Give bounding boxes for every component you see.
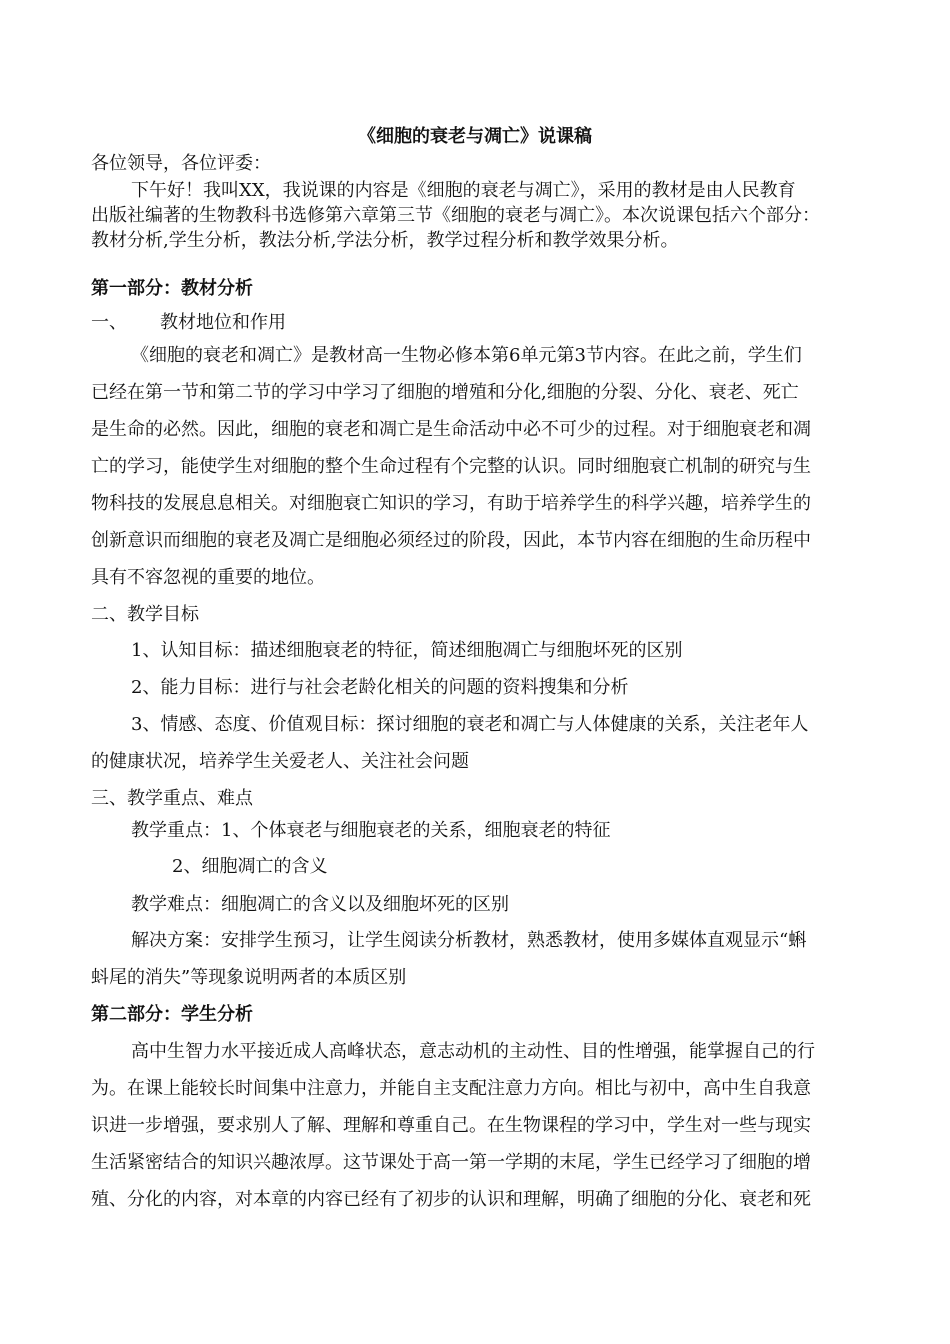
part2-line-2: 为。在课上能较长时间集中注意力，并能自主支配注意力方向。相比与初中，高中生自我意 [91,1078,811,1099]
para1-line-2: 已经在第一节和第二节的学习中学习了细胞的增殖和分化,细胞的分裂、分化、衰老、死亡 [91,382,799,403]
goal-3-line-1: 3、情感、态度、价值观目标：探讨细胞的衰老和凋亡与人体健康的关系，关注老年人 [131,714,809,735]
part1-heading: 第一部分：教材分析 [91,278,253,299]
key-point-2: 2、细胞凋亡的含义 [172,856,328,877]
document-title: 《细胞的衰老与凋亡》说课稿 [358,126,592,147]
goal-2: 2、能力目标：进行与社会老龄化相关的问题的资料搜集和分析 [131,677,629,698]
goal-3-line-2: 的健康状况，培养学生关爱老人、关注社会问题 [91,751,469,772]
difficulty: 教学难点：细胞凋亡的含义以及细胞坏死的区别 [131,894,509,915]
part2-heading: 第二部分：学生分析 [91,1004,253,1025]
key-point-1: 教学重点：1、个体衰老与细胞衰老的关系，细胞衰老的特征 [131,820,611,841]
para1-line-1: 《细胞的衰老和凋亡》是教材高一生物必修本第6单元第3节内容。在此之前，学生们 [131,345,802,366]
para1-line-5: 物科技的发展息息相关。对细胞衰亡知识的学习，有助于培养学生的科学兴趣，培养学生的 [91,493,811,514]
intro-line-2: 出版社编著的生物教科书选修第六章第三节《细胞的衰老与凋亡》。本次说课包括六个部分： [91,205,820,226]
para1-line-6: 创新意识而细胞的衰老及凋亡是细胞必须经过的阶段，因此，本节内容在细胞的生命历程中 [91,530,811,551]
intro-line-1: 下午好！我叫XX，我说课的内容是《细胞的衰老与凋亡》，采用的教材是由人民教育 [131,180,796,201]
part2-line-3: 识进一步增强，要求别人了解、理解和尊重自己。在生物课程的学习中，学生对一些与现实 [91,1115,811,1136]
part2-line-1: 高中生智力水平接近成人高峰状态，意志动机的主动性、目的性增强，能掌握自己的行 [131,1041,815,1062]
greeting: 各位领导，各位评委： [91,153,271,174]
intro-line-3: 教材分析,学生分析，教法分析,学法分析，教学过程分析和教学效果分析。 [91,230,679,251]
para1-line-3: 是生命的必然。因此，细胞的衰老和凋亡是生命活动中必不可少的过程。对于细胞衰老和凋 [91,419,811,440]
section1-number: 一、 [91,312,127,333]
part2-line-5: 殖、分化的内容，对本章的内容已经有了初步的认识和理解，明确了细胞的分化、衰老和死 [91,1189,811,1210]
goal-1: 1、认知目标：描述细胞衰老的特征，简述细胞凋亡与细胞坏死的区别 [131,640,683,661]
section3-heading: 三、教学重点、难点 [91,788,253,809]
part2-line-4: 生活紧密结合的知识兴趣浓厚。这节课处于高一第一学期的末尾，学生已经学习了细胞的增 [91,1152,811,1173]
section1-title: 教材地位和作用 [160,312,286,333]
section2-heading: 二、教学目标 [91,604,199,625]
para1-line-7: 具有不容忽视的重要的地位。 [91,567,325,588]
para1-line-4: 亡的学习，能使学生对细胞的整个生命过程有个完整的认识。同时细胞衰亡机制的研究与生 [91,456,811,477]
solution-line-2: 蚪尾的消失”等现象说明两者的本质区别 [91,967,407,988]
solution-line-1: 解决方案：安排学生预习，让学生阅读分析教材，熟悉教材，使用多媒体直观显示“蝌 [131,930,807,951]
